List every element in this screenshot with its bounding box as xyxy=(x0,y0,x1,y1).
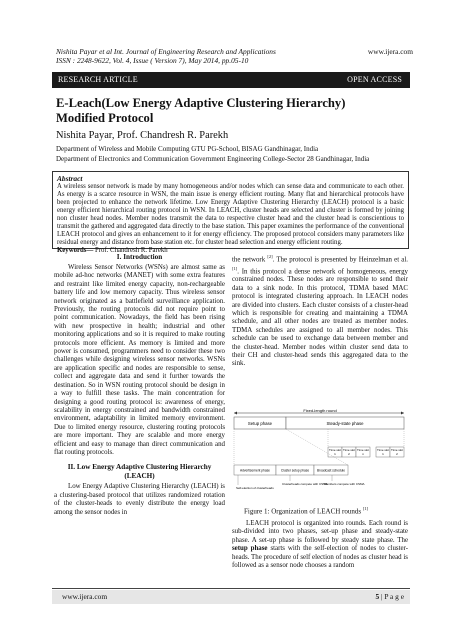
leach-rounds-paragraph xyxy=(232,520,408,570)
running-header xyxy=(56,47,413,65)
footer-url[interactable]: www.ijera.com xyxy=(62,592,108,601)
time-slot-group-1 xyxy=(328,447,404,457)
abstract-box xyxy=(52,171,409,254)
time-slot-label: Time slot xyxy=(376,448,390,452)
section-1-body: Wireless Sensor Networks (WSNs) are almost same as mobile ad-hoc networks (MANET) with some extra features and restraint like limited energy capacity, non-rechargeable battery life and low memory capacity. Thus wireless sensor network originated as a battlefield surveillance application. Previously, the routing protocols did not require point to point communication. Nowadays, the field has been rising with new prospective in health; industrial and other monitoring applications and so it is required to make routing protocols more efficient. As memory is limited and more power is consumed, programmers need to consider these two challenges while designing wireless sensor networks. WSNs are application specific and nodes are responsible to sense, collect and aggregate data and send it further towards the destination. So in WSN routing protocol should be design in a way to fulfill these tasks. The main concentration for designing a good routing protocol is: awareness of energy, scalability in energy constrained and bandwidth constrained environment, adaptability in limited memory environment. Due to limited energy resource, clustering routing protocols are more important. They are scalable and more energy efficient and easy to manage than direct communication and flat routing protocols. xyxy=(54,264,225,456)
figure-caption-ref: [1] xyxy=(362,506,369,511)
affiliation-2: Department of Electronics and Communication Government Engineering College-Sector 28 Gandhinagar, India xyxy=(56,155,370,163)
time-slot-label: Time slot xyxy=(356,448,370,452)
time-slot-number: 2 xyxy=(348,452,350,456)
time-slot-label: Time slot xyxy=(342,448,356,452)
article-type-banner xyxy=(52,72,410,88)
abstract-text: A wireless sensor network is made by many homogeneous and/or nodes which can sense data and communicate to each other. As energy is a scarce resource in WSN, the main issue is energy efficient routing. Many flat and hierarchical protocols have been projected to enhance the network lifetime. Low Energy Adaptive Clustering Hierarchy (LEACH) protocol is a basic energy efficient hierarchical routing protocol in WSN. In LEACH, cluster heads are selected and cluster is formed by joining non cluster head nodes. Member nodes transmit the data to respective cluster head and the cluster head is conscientious to transmit the gathered and aggregated data directly to the base station. This paper examines the performance of the conventional LEACH protocol and gives an enhancement to it for energy efficiency. The proposed protocol considers many parameters like residual energy and distance from base station etc. for cluster head selection and energy efficient routing. xyxy=(57,183,404,246)
time-slot-number: 2 xyxy=(396,452,398,456)
time-slot-number: n xyxy=(362,452,364,456)
section-1-heading: I. Introduction xyxy=(116,253,163,261)
page-number-value: 5 xyxy=(375,592,380,601)
figure-caption-text: Figure 1: Organization of LEACH rounds xyxy=(244,507,363,516)
page-number xyxy=(375,592,404,601)
steady-state-label: Steady-state phase xyxy=(326,421,364,426)
right-text-a: the network xyxy=(232,256,268,264)
section-2-body: Low Energy Adaptive Clustering Hierarchy (LEACH) is a clustering-based protocol that utilizes randomized rotation of the cluster-heads to evenly distribute the energy load among the sensor nodes in xyxy=(54,483,225,516)
leach-rounds-text: LEACH protocol is organized into rounds. Each round is sub-divided into two phases, set-up phase and steady-state phase. A set-up phase is followed by steady state phase. The xyxy=(232,520,408,544)
figure-caption xyxy=(244,506,368,515)
cluster-setup-label: Cluster setup phase xyxy=(280,468,310,473)
right-column-paragraph xyxy=(232,253,408,369)
paper-authors: Nishita Payar, Prof. Chandresh R. Parekh xyxy=(56,130,229,141)
note-ch-compete: Clusterheads compete with CSMA xyxy=(282,482,328,486)
leach-rounds-text-end: starts with the self-election of nodes to cluster-heads. The procedure of self election of nodes as cluster head is followed as a sensor node chooses a random xyxy=(232,545,408,570)
right-column xyxy=(232,253,408,369)
advertisement-phase-label: Advertisement phase xyxy=(240,468,270,473)
page-footer xyxy=(52,590,410,604)
keywords-text: Prof. Chandresh R. Parekh xyxy=(93,247,168,254)
left-column xyxy=(54,253,225,517)
time-slot-number: 1 xyxy=(334,452,336,456)
keywords-label: Keywords— xyxy=(57,247,94,254)
time-slot-label: Time slot xyxy=(390,448,404,452)
page-label: | P a g e xyxy=(379,592,404,601)
broadcast-schedule-label: Broadcast schedule xyxy=(317,468,345,473)
setup-phase-term: setup phase xyxy=(232,545,268,553)
affiliation-1: Department of Wireless and Mobile Computing GTU PG-School, BISAG Gandhinagar, India xyxy=(56,145,319,153)
fixed-round-label: Fixed-length round xyxy=(303,409,337,413)
journal-citation-line1: Nishita Payar et al Int. Journal of Engineering Research and Applications xyxy=(56,47,276,56)
paper-title: E-Leach(Low Energy Adaptive Clustering Hierarchy) Modified Protocol xyxy=(56,96,346,125)
citation-ref-2: [2] xyxy=(267,254,273,259)
abstract-heading: Abstract xyxy=(57,174,83,183)
time-slot-label: Time slot xyxy=(328,448,342,452)
right-text-c: . In this protocol a dense network of homogeneous, energy constrained nodes. These nodes are responsible to send their data to a sink node. In this protocol, TDMA based MAC protocol is integrated clustering approach. In LEACH nodes are divided into clusters. Each cluster consists of a cluster-head which is responsible for creating and maintaining a TDMA schedule, and all other nodes are treated as member nodes. TDMA schedules are assigned to all member nodes. This schedule can be used to exchange data between member and the cluster-head. Member nodes within cluster send data to their CH and cluster-head sends this aggregated data to the sink. xyxy=(232,268,408,368)
research-article-label: RESEARCH ARTICLE xyxy=(58,75,138,84)
time-slot-number: 1 xyxy=(382,452,384,456)
note-members-compete: Members compete with CSMA xyxy=(324,482,365,486)
round-arrow-right-head xyxy=(401,412,404,415)
section-2-heading: II. Low Energy Adaptive Clustering Hierarchy (LEACH) xyxy=(67,463,212,481)
footer-rule xyxy=(52,588,410,589)
round-arrow-left-head xyxy=(234,412,237,415)
right-text-b: . The protocol is presented by Heinzelman et al. xyxy=(272,256,408,264)
journal-citation-line2: ISSN : 2248-9622, Vol. 4, Issue ( Version 7), May 2014, pp.05-10 xyxy=(56,56,249,65)
open-access-label: OPEN ACCESS xyxy=(347,75,402,84)
right-column-lower xyxy=(232,520,408,570)
journal-url[interactable]: www.ijera.com xyxy=(367,47,413,56)
citation-ref-1: [1] xyxy=(232,265,238,271)
setup-phase-label: Setup phase xyxy=(247,421,273,426)
leach-rounds-diagram xyxy=(232,409,408,505)
note-self-election: Self-election of clusterheads xyxy=(236,486,274,490)
